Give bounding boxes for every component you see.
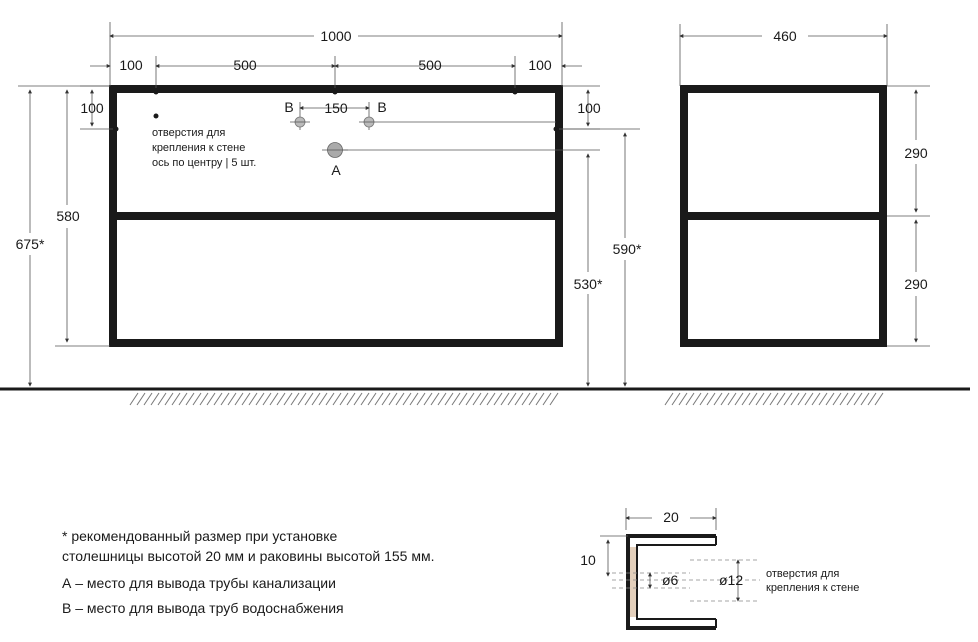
floor-hatch-stroke [312, 393, 320, 405]
floor-hatch-stroke [861, 393, 869, 405]
floor-hatch-stroke [200, 393, 208, 405]
floor-hatch-stroke [543, 393, 551, 405]
floor-hatch-stroke [791, 393, 799, 405]
floor-hatch-stroke [742, 393, 750, 405]
floor-hatch-stroke [721, 393, 729, 405]
floor-hatch-stroke [221, 393, 229, 405]
dim-seg-mid-left: 500 [233, 57, 257, 73]
note-line2: столешницы высотой 20 мм и раковины высотой 155 мм. [62, 548, 435, 564]
floor-hatch-stroke [284, 393, 292, 405]
profile-wall [630, 547, 636, 617]
mount-hole [114, 127, 119, 132]
dim-width-total: 1000 [320, 28, 352, 44]
floor-hatch-stroke [137, 393, 145, 405]
floor-hatch-stroke [529, 393, 537, 405]
mount-hole-marker [154, 114, 159, 119]
floor-hatch-stroke [144, 393, 152, 405]
floor-hatch-stroke [193, 393, 201, 405]
floor-hatch-stroke [305, 393, 313, 405]
floor-hatch-stroke [868, 393, 876, 405]
floor-hatch-stroke [319, 393, 327, 405]
floor-hatch-stroke [291, 393, 299, 405]
floor-hatch-stroke [389, 393, 397, 405]
pipe-a-label: A [331, 162, 341, 178]
dim-seg-mid-right: 500 [418, 57, 442, 73]
holes-note-line2: крепления к стене [152, 142, 246, 154]
floor-hatch-stroke [707, 393, 715, 405]
dim-height-530: 530* [573, 276, 603, 292]
floor-hatch-stroke [686, 393, 694, 405]
floor-hatch-stroke [550, 393, 558, 405]
floor-hatch-stroke [480, 393, 488, 405]
floor-hatch-stroke [833, 393, 841, 405]
floor-hatch-stroke [875, 393, 883, 405]
floor-hatch-stroke [515, 393, 523, 405]
floor-hatch-stroke [207, 393, 215, 405]
floor-hatch-stroke [403, 393, 411, 405]
floor-hatch-stroke [700, 393, 708, 405]
floor-hatch-stroke [459, 393, 467, 405]
floor-hatch-stroke [487, 393, 495, 405]
dim-height-590: 590* [612, 241, 642, 257]
floor-hatch-stroke [417, 393, 425, 405]
dim-inner-hole: ø6 [662, 572, 679, 588]
floor [0, 389, 970, 405]
dim-height-580: 580 [56, 208, 80, 224]
floor-hatch-stroke [179, 393, 187, 405]
floor-hatch-stroke [431, 393, 439, 405]
floor-hatch-stroke [158, 393, 166, 405]
floor-hatch-stroke [277, 393, 285, 405]
notes [62, 528, 435, 616]
floor-hatch-stroke [298, 393, 306, 405]
floor-hatch-stroke [805, 393, 813, 405]
dim-profile-width: 20 [663, 509, 679, 525]
floor-hatch-stroke [466, 393, 474, 405]
holes-note-line3: ось по центру | 5 шт. [152, 157, 257, 169]
dim-profile-offset: 10 [580, 552, 596, 568]
dim-pipe-spacing: 150 [324, 100, 348, 116]
floor-hatch-stroke [368, 393, 376, 405]
floor-hatch-stroke [270, 393, 278, 405]
dim-height-bottom: 290 [904, 276, 928, 292]
floor-hatch-right [665, 393, 883, 405]
floor-hatch-stroke [326, 393, 334, 405]
floor-hatch-stroke [172, 393, 180, 405]
floor-hatch-stroke [361, 393, 369, 405]
floor-hatch-stroke [438, 393, 446, 405]
dim-depth: 460 [773, 28, 797, 44]
floor-hatch-stroke [494, 393, 502, 405]
floor-hatch-stroke [693, 393, 701, 405]
dim-top-offset-left: 100 [80, 100, 104, 116]
floor-hatch-stroke [473, 393, 481, 405]
floor-hatch-stroke [749, 393, 757, 405]
floor-hatch-stroke [665, 393, 673, 405]
profile-note-line2: крепления к стене [766, 582, 860, 594]
floor-hatch-stroke [151, 393, 159, 405]
dim-height-top: 290 [904, 145, 928, 161]
floor-hatch-stroke [763, 393, 771, 405]
floor-hatch-left [130, 393, 558, 405]
dim-seg-right: 100 [528, 57, 552, 73]
floor-hatch-stroke [347, 393, 355, 405]
floor-hatch-stroke [410, 393, 418, 405]
floor-hatch-stroke [679, 393, 687, 405]
floor-hatch-stroke [340, 393, 348, 405]
floor-hatch-stroke [242, 393, 250, 405]
floor-hatch-stroke [756, 393, 764, 405]
mount-hole [154, 90, 159, 95]
floor-hatch-stroke [396, 393, 404, 405]
mount-hole [554, 127, 559, 132]
floor-hatch-stroke [249, 393, 257, 405]
floor-hatch-stroke [228, 393, 236, 405]
floor-hatch-stroke [424, 393, 432, 405]
pipe-b-left-label: B [284, 99, 294, 115]
floor-hatch-stroke [735, 393, 743, 405]
floor-hatch-stroke [165, 393, 173, 405]
note-line3: А – место для вывода трубы канализации [62, 575, 336, 591]
floor-hatch-stroke [452, 393, 460, 405]
floor-hatch-stroke [354, 393, 362, 405]
floor-hatch-stroke [501, 393, 509, 405]
floor-hatch-stroke [819, 393, 827, 405]
dim-seg-left: 100 [119, 57, 143, 73]
floor-hatch-stroke [235, 393, 243, 405]
floor-hatch-stroke [812, 393, 820, 405]
front-view [16, 22, 642, 386]
side-view [680, 24, 930, 346]
floor-hatch-stroke [798, 393, 806, 405]
floor-hatch-stroke [536, 393, 544, 405]
floor-hatch-stroke [522, 393, 530, 405]
floor-hatch-stroke [714, 393, 722, 405]
floor-hatch-stroke [770, 393, 778, 405]
dim-top-offset-right: 100 [577, 100, 601, 116]
floor-hatch-stroke [256, 393, 264, 405]
floor-hatch-stroke [847, 393, 855, 405]
note-line4: В – место для вывода труб водоснабжения [62, 600, 344, 616]
note-line1: * рекомендованный размер при установке [62, 528, 338, 544]
floor-hatch-stroke [445, 393, 453, 405]
floor-hatch-stroke [672, 393, 680, 405]
floor-hatch-stroke [130, 393, 138, 405]
floor-hatch-stroke [186, 393, 194, 405]
profile-note-line1: отверстия для [766, 568, 840, 580]
floor-hatch-stroke [333, 393, 341, 405]
floor-hatch-stroke [826, 393, 834, 405]
dim-outer-hole: ø12 [719, 572, 744, 588]
floor-hatch-stroke [375, 393, 383, 405]
floor-hatch-stroke [777, 393, 785, 405]
floor-hatch-stroke [382, 393, 390, 405]
profile-detail [580, 508, 859, 628]
floor-hatch-stroke [728, 393, 736, 405]
floor-hatch-stroke [840, 393, 848, 405]
floor-hatch-stroke [214, 393, 222, 405]
floor-hatch-stroke [854, 393, 862, 405]
floor-hatch-stroke [508, 393, 516, 405]
dim-height-675: 675* [15, 236, 45, 252]
floor-hatch-stroke [784, 393, 792, 405]
mount-hole [513, 90, 518, 95]
holes-note-line1: отверстия для [152, 127, 226, 139]
pipe-b-right-label: B [377, 99, 387, 115]
mount-hole [333, 90, 338, 95]
floor-hatch-stroke [263, 393, 271, 405]
